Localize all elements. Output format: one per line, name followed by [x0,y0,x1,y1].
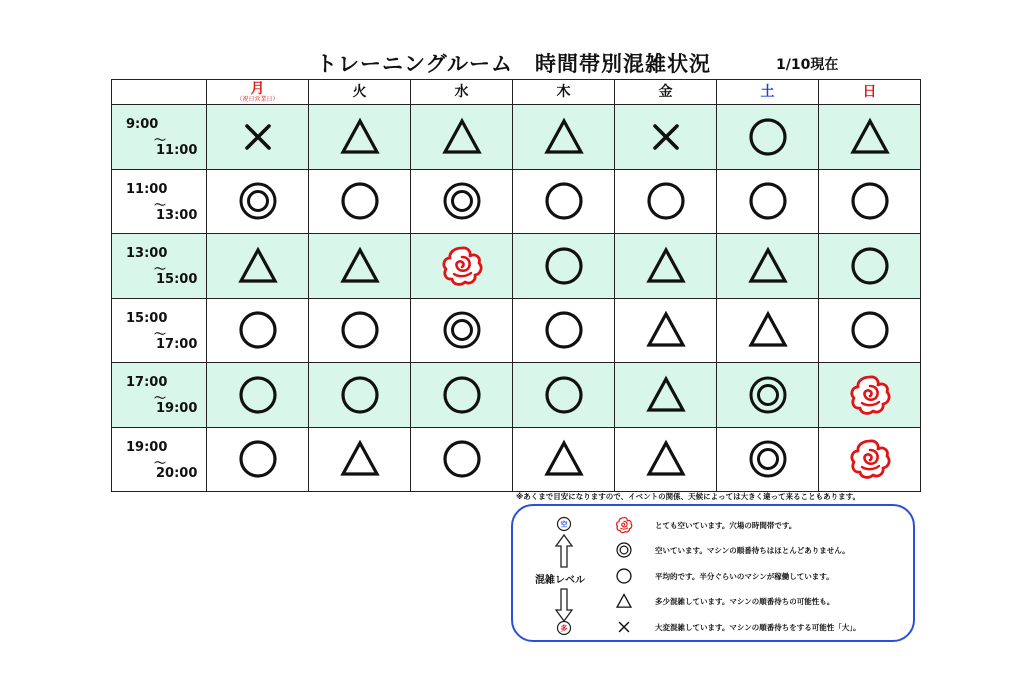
status-cell [207,169,309,234]
status-cell [411,105,513,170]
legend-box [511,504,915,642]
red-swirl-flower-icon [848,437,892,481]
legend-item [613,541,913,559]
status-cell [411,298,513,363]
time-slot-cell [112,363,207,428]
circle-icon [848,244,892,288]
status-cell [819,363,921,428]
status-cell [819,427,921,492]
double-circle-icon [613,541,635,559]
status-cell [615,105,717,170]
legend-item [613,592,913,610]
status-cell [411,427,513,492]
circle-icon [746,179,790,223]
triangle-icon [644,437,688,481]
time-from: 17:00 [126,375,168,390]
day-label: 日 [862,84,877,100]
circle-icon [542,308,586,352]
status-cell [819,298,921,363]
circle-icon [236,308,280,352]
status-cell [717,169,819,234]
triangle-icon [338,437,382,481]
status-cell [309,363,411,428]
time-tilde: ～ [154,326,167,341]
legend-text: 平均的です。半分ぐらいのマシンが稼働しています。 [655,572,834,581]
legend-text: 多少混雑しています。マシンの順番待ちの可能性も。 [655,597,835,606]
legend-text: 大変混雑しています。マシンの順番待ちをする可能性「大」。 [655,623,861,632]
time-tilde: ～ [154,391,167,405]
status-cell [411,234,513,299]
red-swirl-flower-icon [848,373,892,417]
status-cell [309,298,411,363]
day-header-tue [309,80,411,105]
legend-text: 空いています。マシンの順番待ちはほとんどありません。 [655,546,850,555]
day-header-thu [513,80,615,105]
status-cell [207,298,309,363]
time-from: 19:00 [126,439,168,455]
triangle-icon [746,244,790,288]
page-title: トレーニングルーム 時間帯別混雑状況 [316,52,711,76]
status-cell [309,234,411,299]
time-slot-cell [112,234,207,299]
day-header-sat [717,80,819,105]
day-label: 月 [250,80,265,97]
schedule-table [111,79,921,492]
time-to: 17:00 [156,336,198,352]
triangle-icon [542,115,586,159]
level-empty-badge-text: 空 [560,520,568,529]
time-slot-cell [112,169,207,234]
double-circle-icon [236,179,280,223]
arrow-down-icon [554,588,574,622]
time-to: 20:00 [156,465,198,481]
status-cell [717,105,819,170]
legend-text: とても空いています。穴場の時間帯です。 [655,521,797,530]
red-swirl-flower-icon [613,516,635,534]
legend-item [613,516,913,534]
triangle-icon [746,308,790,352]
table-row [112,298,921,363]
status-cell [207,234,309,299]
schedule-body [112,105,921,492]
time-from: 11:00 [126,181,168,197]
table-row [112,234,921,299]
day-label: 木 [556,84,571,100]
status-cell [207,427,309,492]
circle-icon [848,308,892,352]
status-cell [207,363,309,428]
circle-icon [613,567,635,585]
as-of-date: 1/10現在 [776,57,839,73]
time-from: 13:00 [126,246,168,261]
triangle-icon [644,308,688,352]
level-crowded-badge-text: 多 [560,624,568,633]
level-empty-badge-icon [556,516,572,532]
triangle-icon [848,115,892,159]
day-header-wed [411,80,513,105]
cross-icon [236,115,280,159]
header [0,48,1024,78]
status-cell [513,363,615,428]
table-row [112,105,921,170]
day-label: 水 [454,84,469,100]
time-from: 15:00 [126,310,168,326]
triangle-icon [338,244,382,288]
triangle-icon [542,437,586,481]
status-cell [513,234,615,299]
triangle-icon [236,244,280,288]
circle-icon [440,373,484,417]
status-cell [411,363,513,428]
circle-icon [542,244,586,288]
time-to: 11:00 [156,143,198,158]
status-cell [819,234,921,299]
double-circle-icon [746,437,790,481]
double-circle-icon [746,373,790,417]
triangle-icon [440,115,484,159]
day-header-fri [615,80,717,105]
time-tilde: ～ [154,197,167,212]
time-to: 15:00 [156,272,198,287]
red-swirl-flower-icon [440,244,484,288]
status-cell [615,169,717,234]
day-header-mon [207,80,309,105]
level-label: 混雑レベル [535,575,585,586]
status-cell [717,363,819,428]
status-cell [309,427,411,492]
circle-icon [746,115,790,159]
table-row [112,363,921,428]
status-cell [309,105,411,170]
table-row [112,427,921,492]
level-crowded-badge-icon [556,620,572,636]
status-cell [615,427,717,492]
double-circle-icon [440,308,484,352]
time-tilde: ～ [154,455,167,470]
time-tilde: ～ [154,262,167,276]
day-label: 火 [352,84,367,100]
status-cell [717,234,819,299]
header-row [112,80,921,105]
status-cell [717,427,819,492]
day-header-sun [819,80,921,105]
legend-item [613,567,913,585]
circle-icon [236,437,280,481]
triangle-icon [613,592,635,610]
time-tilde: ～ [154,133,167,147]
footnote: ※あくまで目安になりますので、イベントの関係、天候によっては大きく違って来ることもあります。 [516,492,861,501]
status-cell [615,234,717,299]
status-cell [513,298,615,363]
circle-icon [848,179,892,223]
status-cell [819,105,921,170]
time-slot-cell [112,105,207,170]
circle-icon [338,179,382,223]
circle-icon [542,179,586,223]
day-note: （祝日営業日） [236,95,279,103]
circle-icon [338,373,382,417]
cross-icon [613,618,635,636]
circle-icon [542,373,586,417]
status-cell [615,298,717,363]
table-row [112,169,921,234]
circle-icon [338,308,382,352]
triangle-icon [644,244,688,288]
corner-cell [112,80,207,105]
double-circle-icon [440,179,484,223]
time-slot-cell [112,298,207,363]
status-cell [513,169,615,234]
day-label: 土 [760,84,775,100]
status-cell [513,427,615,492]
arrow-up-icon [554,534,574,568]
circle-icon [236,373,280,417]
legend-item [613,618,913,636]
status-cell [717,298,819,363]
status-cell [207,105,309,170]
status-cell [513,105,615,170]
time-slot-cell [112,427,207,492]
time-to: 13:00 [156,207,198,223]
status-cell [309,169,411,234]
time-to: 19:00 [156,401,198,416]
circle-icon [644,179,688,223]
cross-icon [644,115,688,159]
status-cell [615,363,717,428]
triangle-icon [644,373,688,417]
triangle-icon [338,115,382,159]
day-label: 金 [658,84,673,100]
status-cell [411,169,513,234]
circle-icon [440,437,484,481]
status-cell [819,169,921,234]
time-from: 9:00 [126,117,159,132]
